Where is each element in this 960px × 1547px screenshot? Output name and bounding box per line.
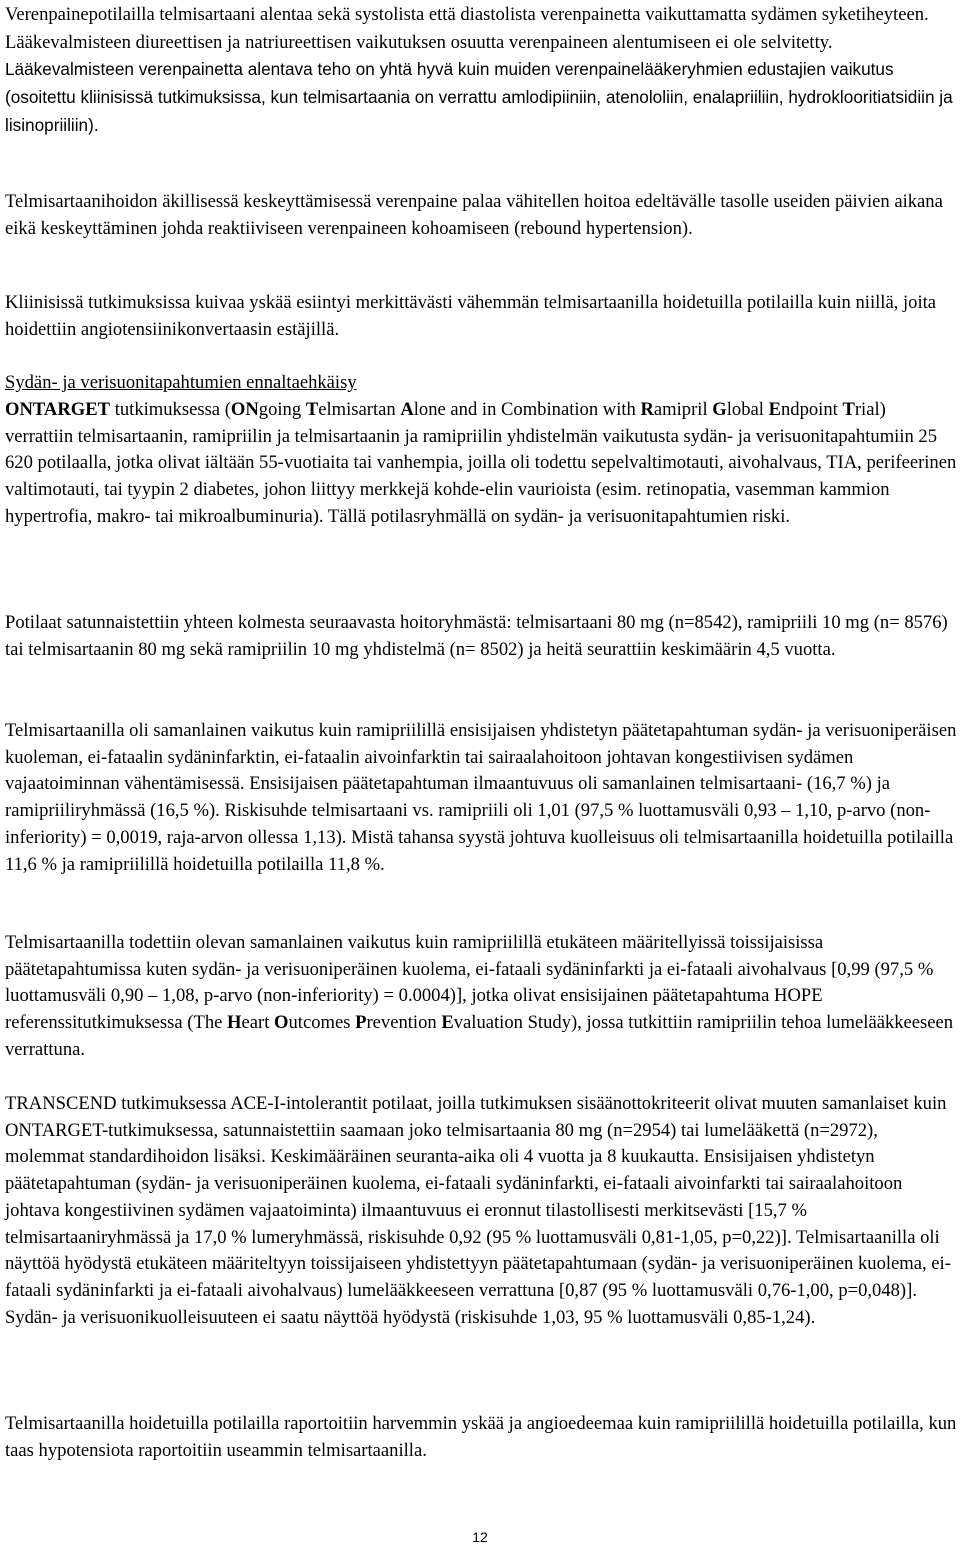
page-number: 12 <box>472 1529 488 1545</box>
paragraph-blood-pressure-effect <box>5 2 957 140</box>
paragraph-primary-endpoint: Telmisartaanilla oli samanlainen vaikutus kuin ramipriilillä ensisijaisen yhdistetyn päätetapahtuman sydän- ja verisuoniperäisen kuoleman, ei-fataalin sydäninfarktin, ei-fataalin aivoinfarktin tai sairaalahoitoon johtavan kongestiivisen sydämen vajaatoiminnan vähentämisessä. Ensisijaisen päätetapahtuman ilmaantuvuus oli samanlainen telmisartaani- (16,7 %) ja ramipriiliryhmässä (16,5 %). Riskisuhde telmisartaani vs. ramipriili oli 1,01 (97,5 % luottamusväli 0,93 – 1,10, p-arvo (non-inferiority) = 0,0019, raja-arvon ollessa 1,13). Mistä tahansa syystä johtuva kuolleisuus oli telmisartaanilla hoidetuilla potilailla 11,6 % ja ramipriilillä hoidetuilla potilailla 11,8 %. <box>5 720 957 875</box>
paragraph-transcend: TRANSCEND tutkimuksessa ACE-I-intolerantit potilaat, joilla tutkimuksen sisäänottokriteerit olivat muuten samanlaiset kuin ONTARGET-tutkimuksessa, satunnaistettiin saamaan joko telmisartaania 80 mg (n=2954) tai lumelääkettä (n=2972), molemmat standardihoidon lisäksi. Keskimääräinen seuranta-aika oli 4 vuotta ja 8 kuukautta. Ensisijaisen yhdistetyn päätetapahtuman (sydän- ja verisuoniperäinen kuolema, ei-fataali sydäninfarkti, ei-fataali aivoinfarkti tai sairaalahoitoon johtava kongestiivinen sydämen vajaatoiminta) ilmaantuvuus ei eronnut tilastollisesti merkitsevästi [15,7 % telmisartaaniryhmässä ja 17,0 % lumeryhmässä, riskisuhde 0,92 (95 % luottamusväli 0,81-1,05, p=0,22)]. Telmisartaanilla oli näyttöä hyödystä etukäteen määriteltyyn toissijaiseen yhdistettyyn päätetapahtumaan (sydän- ja verisuoniperäinen kuolema, ei-fataali sydäninfarkti ja ei-fataali aivohalvaus) lumelääkkeeseen verrattuna [0,87 (95 % luottamusväli 0,76-1,00, p=0,048)]. Sydän- ja verisuonikuolleisuuteen ei saatu näyttöä hyödystä (riskisuhde 1,03, 95 % luottamusväli 0,85-1,24). <box>5 1093 951 1328</box>
paragraph-text-sans: Lääkevalmisteen verenpainetta alentava teho on yhtä hyvä kuin muiden verenpainelääkeryhmien edustajien vaikutus (osoitettu kliinisissä tutkimuksissa, kun telmisartaania on verrattu amlodipiiniin, atenololiin, enalapriiliin, hydroklooritiatsidiin ja lisinopriiliin). <box>5 59 953 135</box>
paragraph-text-serif: Verenpainepotilailla telmisartaani alentaa sekä systolista että diastolista verenpainetta vaikuttamatta sydämen syketiheyteen. Lääkevalmisteen diureettisen ja natriureettisen vaikutuksen osuutta verenpaineen alentumiseen ei ole selvitetty. <box>5 4 929 53</box>
paragraph-secondary-endpoint: Telmisartaanilla todettiin olevan samanlainen vaikutus kuin ramipriilillä etukäteen määritellyissä toissijaisissa päätetapahtumissa kuten sydän- ja verisuoniperäinen kuolema, ei-fataali sydäninfarkti ja ei-fataali aivohalvaus [0,99 (97,5 % luottamusväli 0,90 – 1,08, p-arvo (non-inferiority) = 0.0004)], jotka olivat ensisijainen päätetapahtuma HOPE referenssitutkimuksessa (The Heart Outcomes Prevention Evaluation Study), jossa tutkittiin ramipriilin tehoa lumelääkkeeseen verrattuna. <box>5 932 954 1060</box>
paragraph-ontarget: ONTARGET tutkimuksessa (ONgoing Telmisartan Alone and in Combination with Ramipril Global Endpoint Trial) verrattiin telmisartaanin, ramipriilin ja telmisartaanin ja ramipriilin yhdistelmän vaikutusta sydän- ja verisuonitapahtumiin 25 620 potilaalla, jotka olivat iältään 55-vuotiaita tai vanhempia, joilla oli todettu sepelvaltimotauti, aivohalvaus, TIA, perifeerinen valtimotauti, tai tyypin 2 diabetes, johon liittyy merkkejä kohde-elin vaurioista (esim. retinopatia, vasemman kammion hypertrofia, makro- tai mikroalbuminuria). Tällä potilasryhmällä on sydän- ja verisuonitapahtumien riski. <box>5 399 957 527</box>
paragraph-cough: Kliinisissä tutkimuksissa kuivaa yskää esiintyi merkittävästi vähemmän telmisartaanilla hoidetuilla potilailla kuin niillä, joita hoidettiin angiotensiinikonvertaasin estäjillä. <box>5 292 937 340</box>
paragraph-discontinuation: Telmisartaanihoidon äkillisessä keskeyttämisessä verenpaine palaa vähitellen hoitoa edeltävälle tasolle useiden päivien aikana eikä keskeyttäminen johda reaktiiviseen verenpaineen kohoamiseen (rebound hypertension). <box>5 191 943 239</box>
paragraph-randomization: Potilaat satunnaistettiin yhteen kolmesta seuraavasta hoitoryhmästä: telmisartaani 80 mg (n=8542), ramipriili 10 mg (n= 8576) tai telmisartaanin 80 mg sekä ramipriilin 10 mg yhdistelmä (n= 8502) ja heitä seurattiin keskimäärin 4,5 vuotta. <box>5 612 948 660</box>
section-heading <box>5 370 957 397</box>
paragraph-adverse-events: Telmisartaanilla hoidetuilla potilailla raportoitiin harvemmin yskää ja angioedeemaa kuin ramipriilillä hoidetuilla potilailla, kun taas hypotensiota raportoitiin useammin telmisartaanilla. <box>5 1413 957 1461</box>
heading-text: Sydän- ja verisuonitapahtumien ennaltaehkäisy <box>5 372 357 393</box>
